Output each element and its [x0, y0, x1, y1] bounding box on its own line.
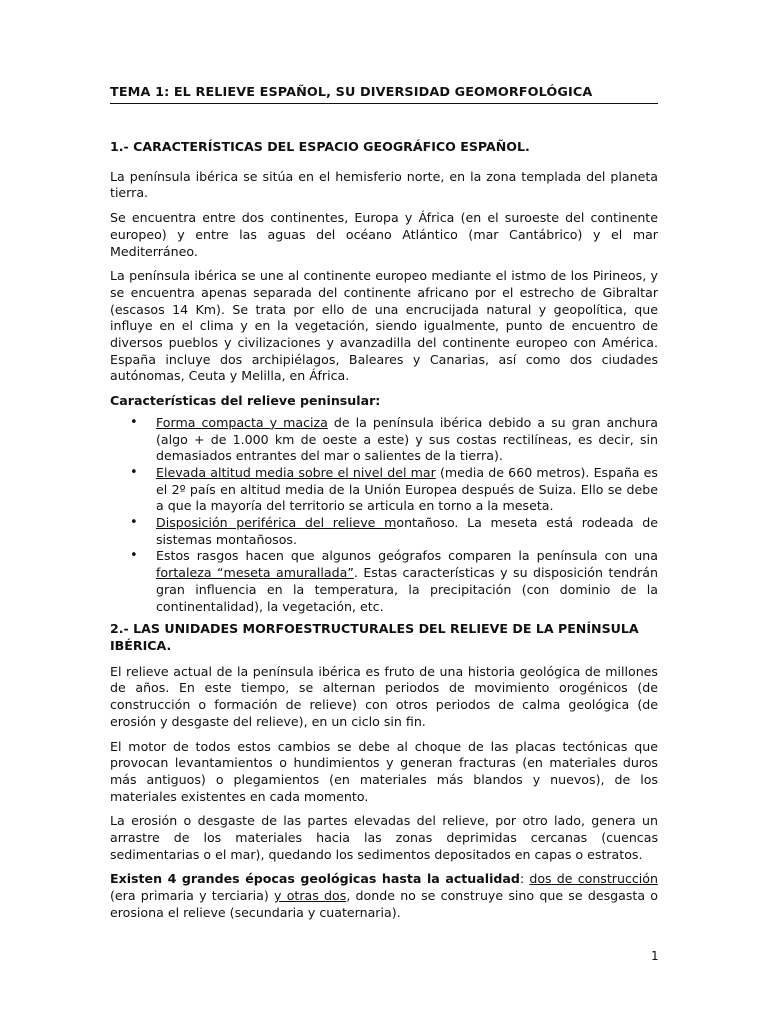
list-item-text: de la península ibérica debido a su gran anchura (algo + de 1.000 km de oeste a este) y sus costas rectilíneas, es decir, sin demasiados entrantes del mar o salientes de la tierra).	[156, 414, 658, 464]
list-item-text: (media de 660 metros). España es el 2º país en altitud media de la Unión Europea después de Suiza. Ello se debe a que la mayoría del territorio se articula en torno a la meseta.	[156, 464, 658, 514]
relief-characteristics-list	[110, 415, 658, 615]
page-number: 1	[651, 949, 659, 963]
list-item	[110, 465, 658, 515]
section-2-paragraph-1: El relieve actual de la península ibérica es fruto de una historia geológica de millones de años. En este tiempo, se alternan periodos de movimiento orogénicos (de construcción o formación de relieve) con otros periodos de calma geológica (de erosión y desgaste del relieve), en un ciclo sin fin.	[110, 663, 658, 729]
list-item	[110, 548, 658, 615]
list-item-emphasis: Disposición periférica del relieve m	[156, 515, 397, 531]
section-2-heading: 2.- LAS UNIDADES MORFOESTRUCTURALES DEL RELIEVE DE LA PENÍNSULA IBÉRICA.	[110, 621, 639, 653]
list-item-emphasis: fortaleza “meseta amurallada”	[156, 565, 354, 581]
list-item-text: ontañoso. La meseta está rodeada de sistemas montañosos.	[156, 515, 659, 547]
relief-characteristics-subheading: Características del relieve peninsular:	[110, 393, 381, 409]
bullet-icon: •	[130, 515, 138, 531]
erosion-eras-emphasis: y otras dos	[274, 888, 347, 904]
geological-eras-emphasis: Existen 4 grandes épocas geológicas hasta la actualidad	[110, 871, 520, 887]
section-1-heading: 1.- CARACTERÍSTICAS DEL ESPACIO GEOGRÁFICO ESPAÑOL.	[110, 139, 530, 154]
bullet-icon: •	[130, 414, 138, 430]
paragraph-text: (era primaria y terciaria)	[110, 888, 275, 904]
construction-eras-emphasis: dos de construcción	[529, 871, 658, 887]
list-item-text: . Estas características y su disposición tendrán gran influencia en la temperatura, la precipitación (con dominio de la continentalidad), la vegetación, etc.	[156, 565, 658, 614]
section-1-paragraph-2: Se encuentra entre dos continentes, Europa y África (en el suroeste del continente europeo) y entre las aguas del océano Atlántico (mar Cantábrico) y el mar Mediterráneo.	[110, 210, 658, 259]
list-item-text: Estos rasgos hacen que algunos geógrafos comparen la península con una	[156, 548, 658, 564]
section-2-paragraph-2: El motor de todos estos cambios se debe al choque de las placas tectónicas que provocan levantamientos o hundimientos y generan fracturas (en materiales duros más antiguos) o plegamientos (en materiales más blandos y nuevos), de los materiales existentes en cada momento.	[110, 738, 658, 804]
section-1-paragraph-3: La península ibérica se une al continente europeo mediante el istmo de los Pirineos, y se encuentra apenas separada del continente africano por el estrecho de Gibraltar (escasos 14 Km). Se trata por ello de una encrucijada natural y geopolítica, que influye en el clima y en la vegetación, siendo igualmente, punto de encuentro de diversos pueblos y civilizaciones y avanzadilla del continente europeo con América. España incluye dos archipiélagos, Baleares y Canarias, así como dos ciudades autónomas, Ceuta y Melilla, en África.	[110, 268, 658, 384]
paragraph-text: :	[519, 871, 530, 887]
list-item	[110, 515, 658, 548]
paragraph-text: , donde no se construye sino que se desgasta o erosiona el relieve (secundaria y cuaternaria).	[110, 888, 659, 920]
list-item	[110, 415, 658, 465]
list-item-emphasis: Elevada altitud media sobre el nivel del mar	[156, 464, 436, 480]
section-1-paragraph-1: La península ibérica se sitúa en el hemisferio norte, en la zona templada del planeta tierra.	[110, 168, 658, 201]
bullet-icon: •	[130, 464, 138, 480]
section-2-paragraph-3: La erosión o desgaste de las partes elevadas del relieve, por otro lado, genera un arrastre de los materiales hacia las zonas deprimidas cercanas (cuencas sedimentarias o el mar), quedando los sedimentos depositados en capas o estratos.	[110, 813, 658, 862]
section-2-paragraph-4	[110, 871, 658, 921]
document-body	[110, 139, 658, 930]
bullet-icon: •	[130, 548, 138, 564]
document-title: TEMA 1: EL RELIEVE ESPAÑOL, SU DIVERSIDAD GEOMORFOLÓGICA	[110, 84, 658, 104]
list-item-emphasis: Forma compacta y maciza	[156, 414, 328, 430]
